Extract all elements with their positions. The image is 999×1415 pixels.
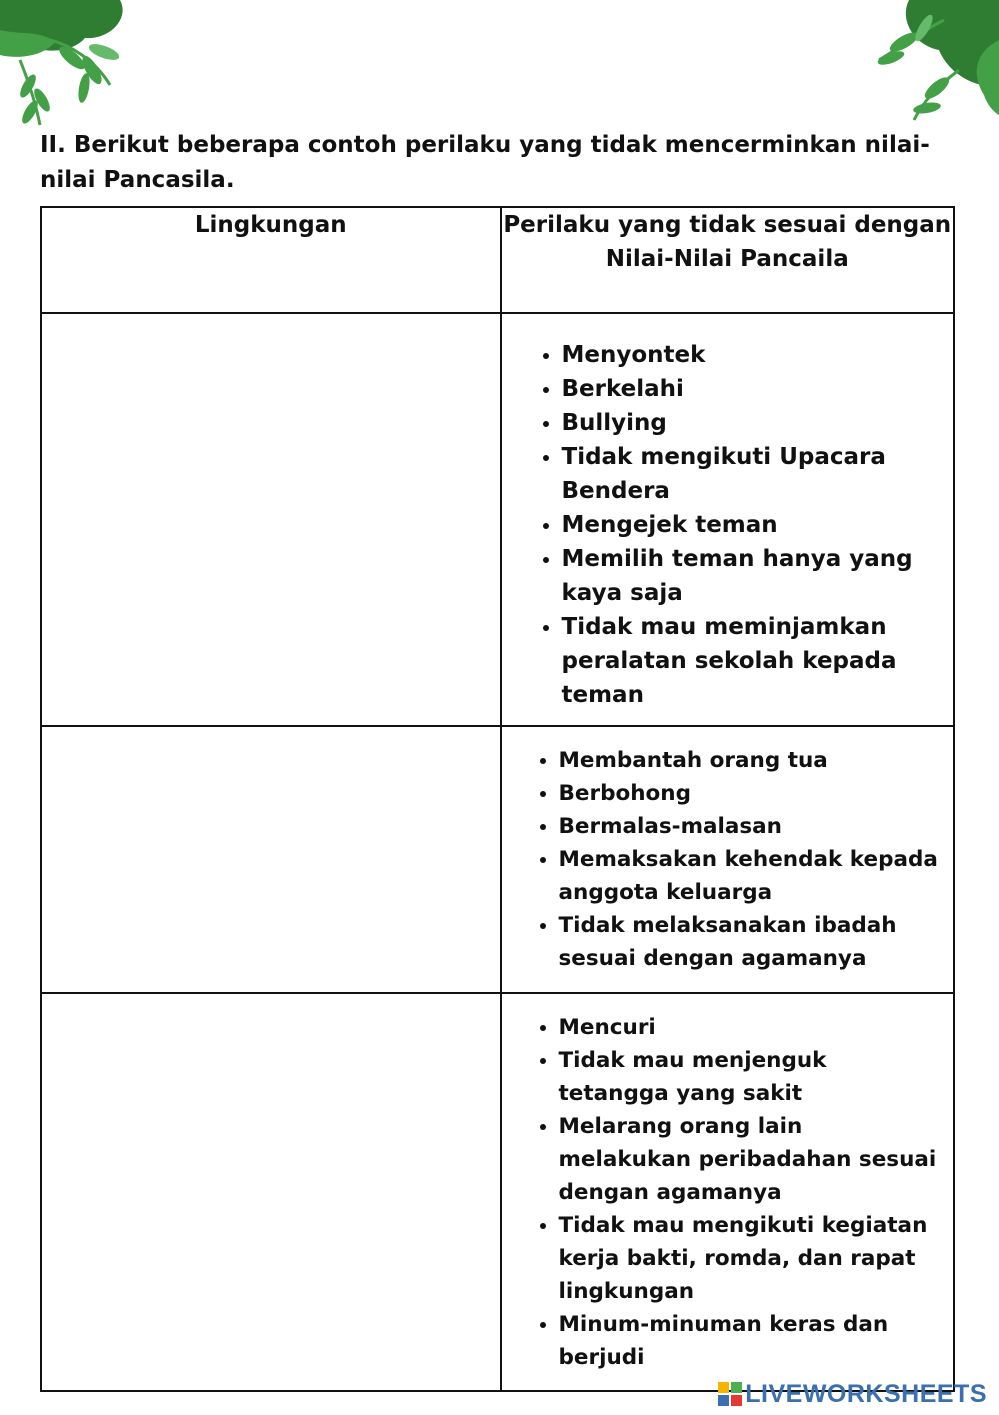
header-perilaku: Perilaku yang tidak sesuai dengan Nilai-Nilai Pancaila <box>501 207 955 313</box>
environment-cell[interactable] <box>41 993 501 1391</box>
environment-cell[interactable] <box>41 313 501 726</box>
leaf-decoration-top-right-icon <box>869 0 999 135</box>
list-item: • Bermalas-malasan <box>559 810 940 843</box>
behaviors-cell <box>501 726 955 993</box>
list-item: • Membantah orang tua <box>559 744 940 777</box>
list-item: • Mengejek teman <box>562 508 924 542</box>
behaviors-cell <box>501 993 955 1391</box>
liveworksheets-brand <box>718 1379 987 1409</box>
behavior-list <box>502 994 954 1374</box>
behavior-list <box>502 314 954 712</box>
behaviors-cell <box>501 313 955 726</box>
list-item: • Bullying <box>562 406 924 440</box>
list-item: • Tidak mau mengikuti kegiatan kerja bakti, romda, dan rapat lingkungan <box>559 1209 942 1308</box>
header-lingkungan: Lingkungan <box>41 207 501 313</box>
table-row <box>41 726 954 993</box>
environment-cell[interactable] <box>41 726 501 993</box>
list-item: • Berkelahi <box>562 372 924 406</box>
table-row <box>41 993 954 1391</box>
liveworksheets-logo-icon <box>718 1382 742 1406</box>
table-row <box>41 313 954 726</box>
list-item: • Tidak melaksanakan ibadah sesuai dengan agamanya <box>559 909 940 975</box>
instruction-text: II. Berikut beberapa contoh perilaku yang tidak mencerminkan nilai-nilai Pancasila. <box>40 132 930 193</box>
list-item: • Mencuri <box>559 1011 942 1044</box>
list-item: • Tidak mengikuti Upacara Bendera <box>562 440 924 508</box>
list-item: • Memaksakan kehendak kepada anggota keluarga <box>559 843 940 909</box>
behavior-table <box>40 206 955 1392</box>
list-item: • Berbohong <box>559 777 940 810</box>
table-header-row <box>41 207 954 313</box>
brand-name: LIVEWORKSHEETS <box>745 1379 987 1408</box>
list-item: • Tidak mau meminjamkan peralatan sekolah kepada teman <box>562 610 924 712</box>
list-item: • Memilih teman hanya yang kaya saja <box>562 542 924 610</box>
leaf-decoration-top-left-icon <box>0 0 140 140</box>
list-item: • Melarang orang lain melakukan peribadahan sesuai dengan agamanya <box>559 1110 942 1209</box>
list-item: • Menyontek <box>562 338 924 372</box>
list-item: • Tidak mau menjenguk tetangga yang sakit <box>559 1044 942 1110</box>
list-item: • Minum-minuman keras dan berjudi <box>559 1308 942 1374</box>
behavior-list <box>502 727 954 975</box>
